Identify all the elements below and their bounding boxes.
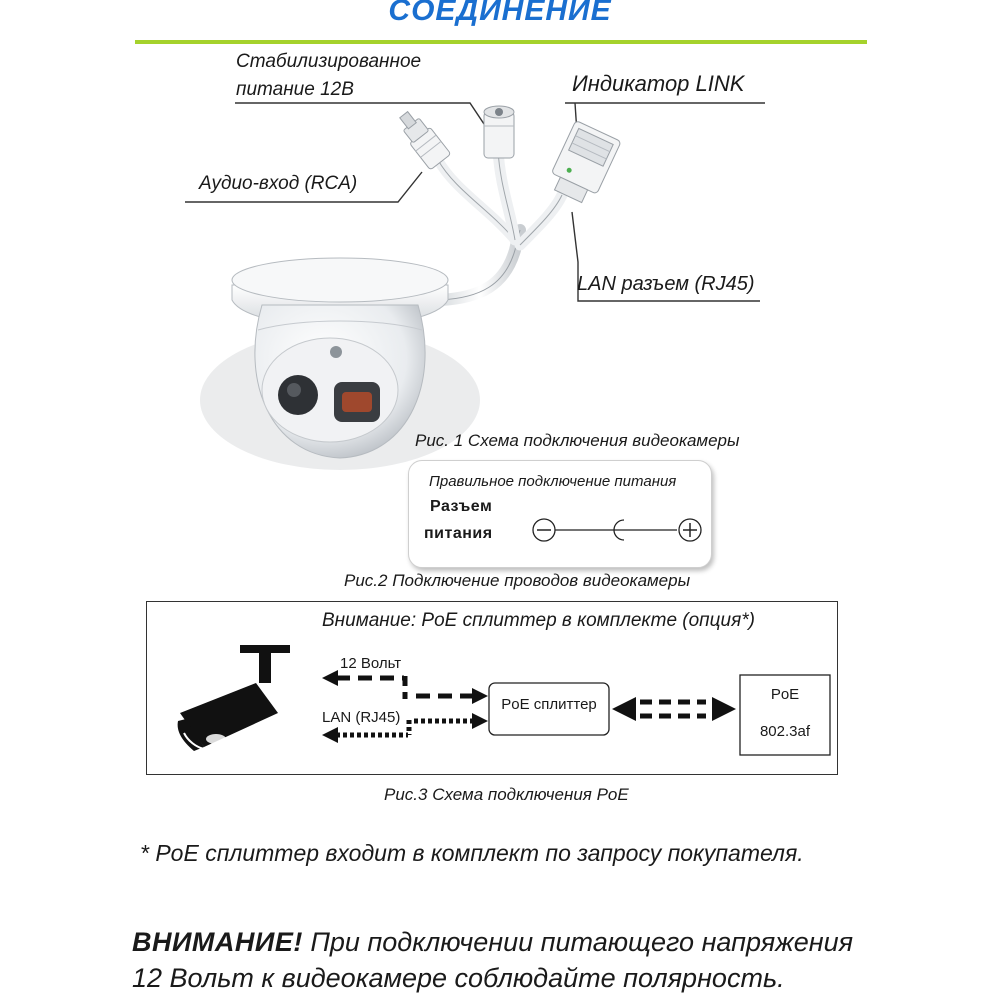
minus-terminal-icon xyxy=(533,519,555,541)
warning-body: При подключении питающего напряжения 12 Вольт к видеокамере соблюдайте полярность. xyxy=(132,927,854,993)
poe-source-label-line1: PoE xyxy=(770,686,800,703)
poe-title: Внимание: PoE сплиттер в комплекте (опция*) xyxy=(322,610,755,631)
power-leader-line xyxy=(235,103,490,133)
rca-connector xyxy=(393,107,450,170)
fig2-caption: Рис.2 Подключение проводов видеокамеры xyxy=(344,571,691,590)
arrow-left-12v-icon xyxy=(322,670,338,686)
plus-terminal-icon xyxy=(679,519,701,541)
power-label-line2: питание 12В xyxy=(236,79,354,100)
power-connector-label-line1: Разъем xyxy=(430,498,493,515)
cable-lan xyxy=(520,195,562,245)
warning-text xyxy=(132,924,872,996)
warning-heading: ВНИМАНИЕ! xyxy=(132,927,303,957)
fig1-caption: Рис. 1 Схема подключения видеокамеры xyxy=(415,431,740,450)
power-label-line1: Стабилизированное xyxy=(236,51,422,72)
page-title: СОЕДИНЕНИЕ xyxy=(388,0,612,27)
poe-source-label-line2: 802.3af xyxy=(759,723,811,740)
arrow-left-lan-icon xyxy=(322,727,338,743)
arrow-right-link-icon xyxy=(712,697,736,721)
poe-splitter-label: PoE сплиттер xyxy=(501,696,597,713)
fig3-caption: Рис.3 Схема подключения PoE xyxy=(384,785,629,804)
polarity-title: Правильное подключение питания xyxy=(429,473,677,490)
light-sensor-icon xyxy=(330,346,342,358)
dome-camera-illustration xyxy=(0,0,1000,470)
lan-port-label: LAN разъем (RJ45) xyxy=(577,273,755,295)
link-indicator-label: Индикатор LINK xyxy=(572,71,745,96)
bullet-camera-icon xyxy=(178,645,290,751)
lan-rj45-label: LAN (RJ45) xyxy=(322,709,401,726)
arrow-left-link-icon xyxy=(612,697,636,721)
arrow-right-12v-icon xyxy=(472,688,488,704)
audio-input-label: Аудио-вход (RCA) xyxy=(199,173,358,194)
volt-label: 12 Вольт xyxy=(340,655,402,672)
polarity-symbol xyxy=(520,510,710,550)
cable-main xyxy=(440,230,520,300)
poe-schematic xyxy=(146,601,836,773)
power-connector-label-line2: питания xyxy=(424,525,493,542)
dc-power-jack xyxy=(484,106,514,158)
footnote: * PoE сплиттер входит в комплект по запросу покупателя. xyxy=(140,840,804,866)
arrow-right-lan-icon xyxy=(472,713,488,729)
